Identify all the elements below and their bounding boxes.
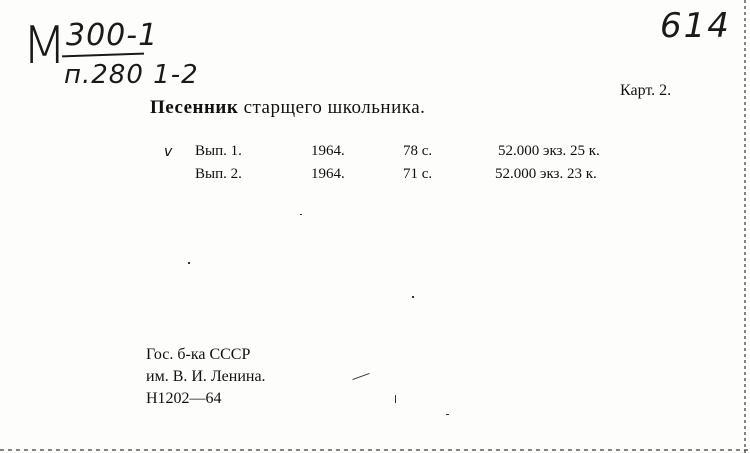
issue-number: Вып. 2.: [195, 166, 242, 182]
issue-pages: 71 с.: [403, 166, 433, 182]
library-code: Н1202—64: [146, 390, 222, 407]
paper-speck: [412, 296, 414, 298]
issue-row: [0, 143, 750, 165]
issue-print-run: 52.000 экз. 25 к.: [498, 143, 600, 159]
card-number: Карт. 2.: [620, 82, 672, 99]
book-title-rest: старщего школьника.: [238, 97, 426, 118]
paper-speck: [352, 373, 369, 380]
issue-row: [0, 166, 750, 188]
book-title-bold: Песенник: [150, 97, 239, 118]
issue-year: 1964.: [311, 166, 345, 182]
issue-print-run: 52.000 экз. 23 к.: [495, 166, 597, 182]
paper-speck: [395, 395, 396, 403]
paper-speck: [188, 262, 190, 264]
issue-number: Вып. 1.: [195, 143, 242, 159]
handwritten-shelf-letter: М: [22, 16, 67, 76]
paper-speck: [300, 214, 302, 215]
issue-pages: 78 с.: [403, 143, 433, 159]
card-edge-right: [744, 0, 746, 453]
library-name: Гос. б-ка СССР: [146, 346, 251, 363]
issue-year: 1964.: [311, 143, 345, 159]
card-edge-bottom: [0, 449, 750, 451]
library-stamp: [146, 344, 266, 410]
handwritten-shelf-mark-bottom: п.280 1-2: [64, 60, 199, 90]
library-dedication: им. В. И. Ленина.: [146, 368, 266, 385]
handwritten-corner-number: 614: [660, 6, 731, 46]
handwritten-shelf-rule: [62, 53, 144, 58]
book-title: [150, 97, 425, 119]
handwritten-shelf-mark-top: 300-1: [66, 18, 159, 53]
paper-speck: [446, 414, 449, 415]
check-mark-icon: v: [164, 144, 173, 160]
